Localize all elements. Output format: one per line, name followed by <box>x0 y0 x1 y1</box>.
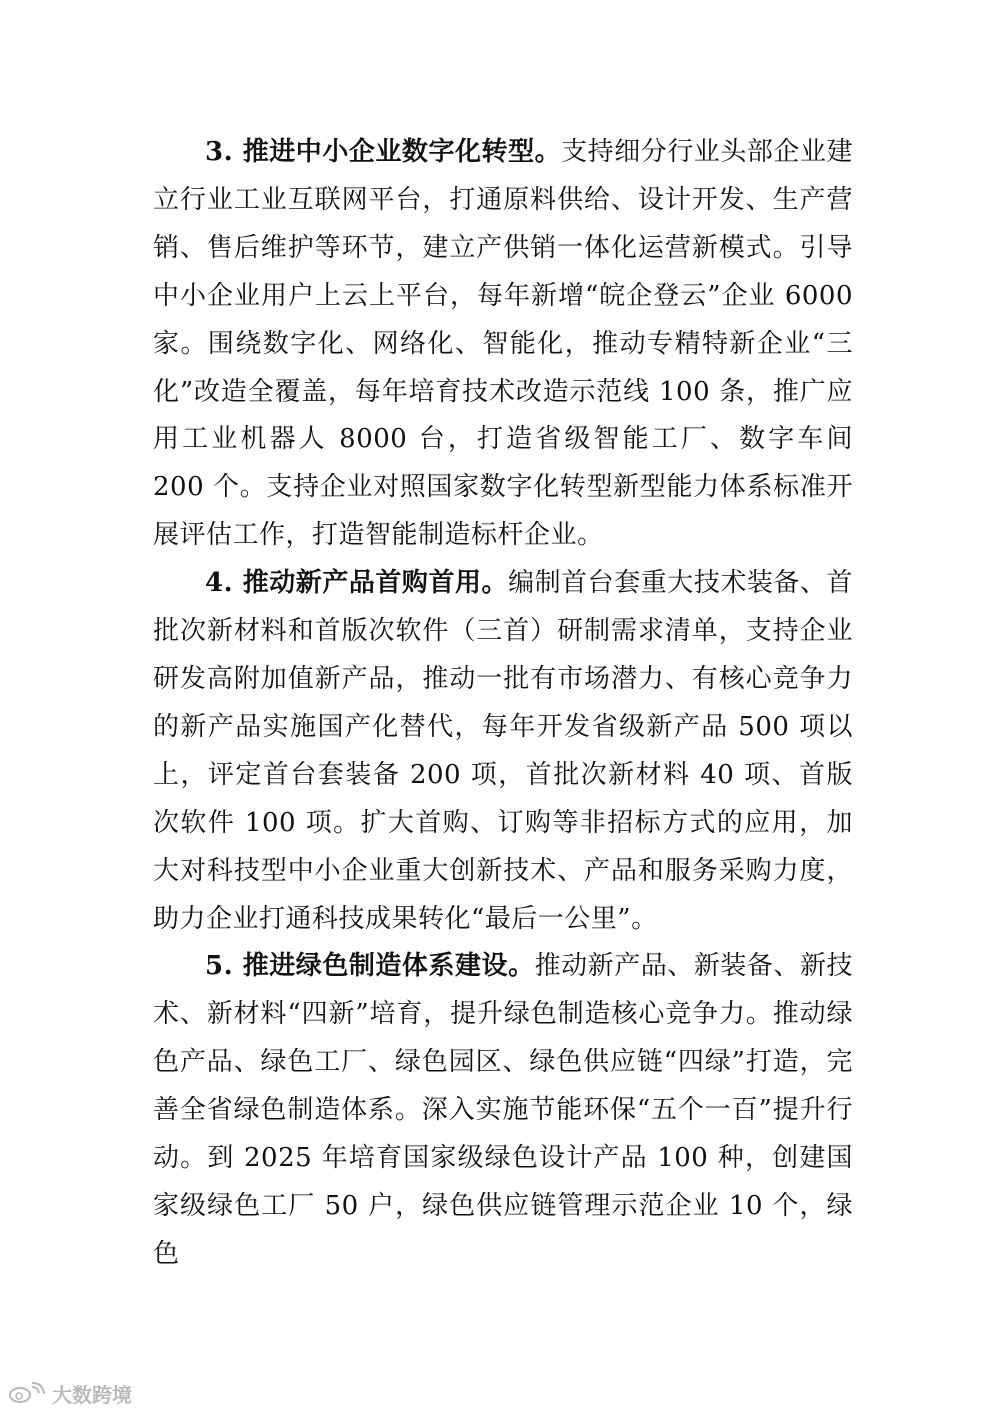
paragraph-3-body: 支持细分行业头部企业建立行业工业互联网平台，打通原料供给、设计开发、生产营销、售后维护等环节，建立产供销一体化运营新模式。引导中小企业用户上云上平台，每年新增“皖企登云”企业 6000家。围绕数字化、网络化、智能化，推动专精特新企业“三化”改造全覆盖，每年培育技术改造示范线 100 条，推广应用工业机器人 8000 台，打造省级智能工厂、数字车间 200 个。支持企业对照国家数字化转型新型能力体系标准开展评估工作，打造智能制造标杆企业。 <box>153 137 853 551</box>
watermark <box>8 1380 132 1406</box>
paragraph-4-body: 编制首台套重大技术装备、首批次新材料和首版次软件（三首）研制需求清单，支持企业研发高附加值新产品，推动一批有市场潜力、有核心竞争力的新产品实施国产化替代，每年开发省级新产品 500 项以上，评定首台套装备 200 项，首批次新材料 40 项、首版次软件 100 项。扩大首购、订购等非招标方式的应用，加大对科技型中小企业重大创新技术、产品和服务采购力度，助力企业打通科技成果转化“最后一公里”。 <box>153 568 853 934</box>
paragraph-3 <box>153 129 853 560</box>
document-page <box>153 129 853 1279</box>
paragraph-3-heading: 3. 推进中小企业数字化转型。 <box>205 137 562 167</box>
paragraph-4 <box>153 560 853 943</box>
paragraph-5 <box>153 943 853 1278</box>
paragraph-4-heading: 4. 推动新产品首购首用。 <box>205 568 509 599</box>
watermark-text: 大数跨境 <box>52 1382 132 1407</box>
paragraph-5-heading: 5. 推进绿色制造体系建设。 <box>205 951 535 982</box>
paragraph-5-body: 推动新产品、新装备、新技术、新材料“四新”培育，提升绿色制造核心竞争力。推动绿色产品、绿色工厂、绿色园区、绿色供应链“四绿”打造，完善全省绿色制造体系。深入实施节能环保“五个一百”提升行动。到 2025 年培育国家级绿色设计产品 100 种，创建国家级绿色工厂 50 户，绿色供应链管理示范企业 10 个，绿色 <box>153 951 853 1269</box>
weibo-logo-icon <box>8 1381 48 1405</box>
